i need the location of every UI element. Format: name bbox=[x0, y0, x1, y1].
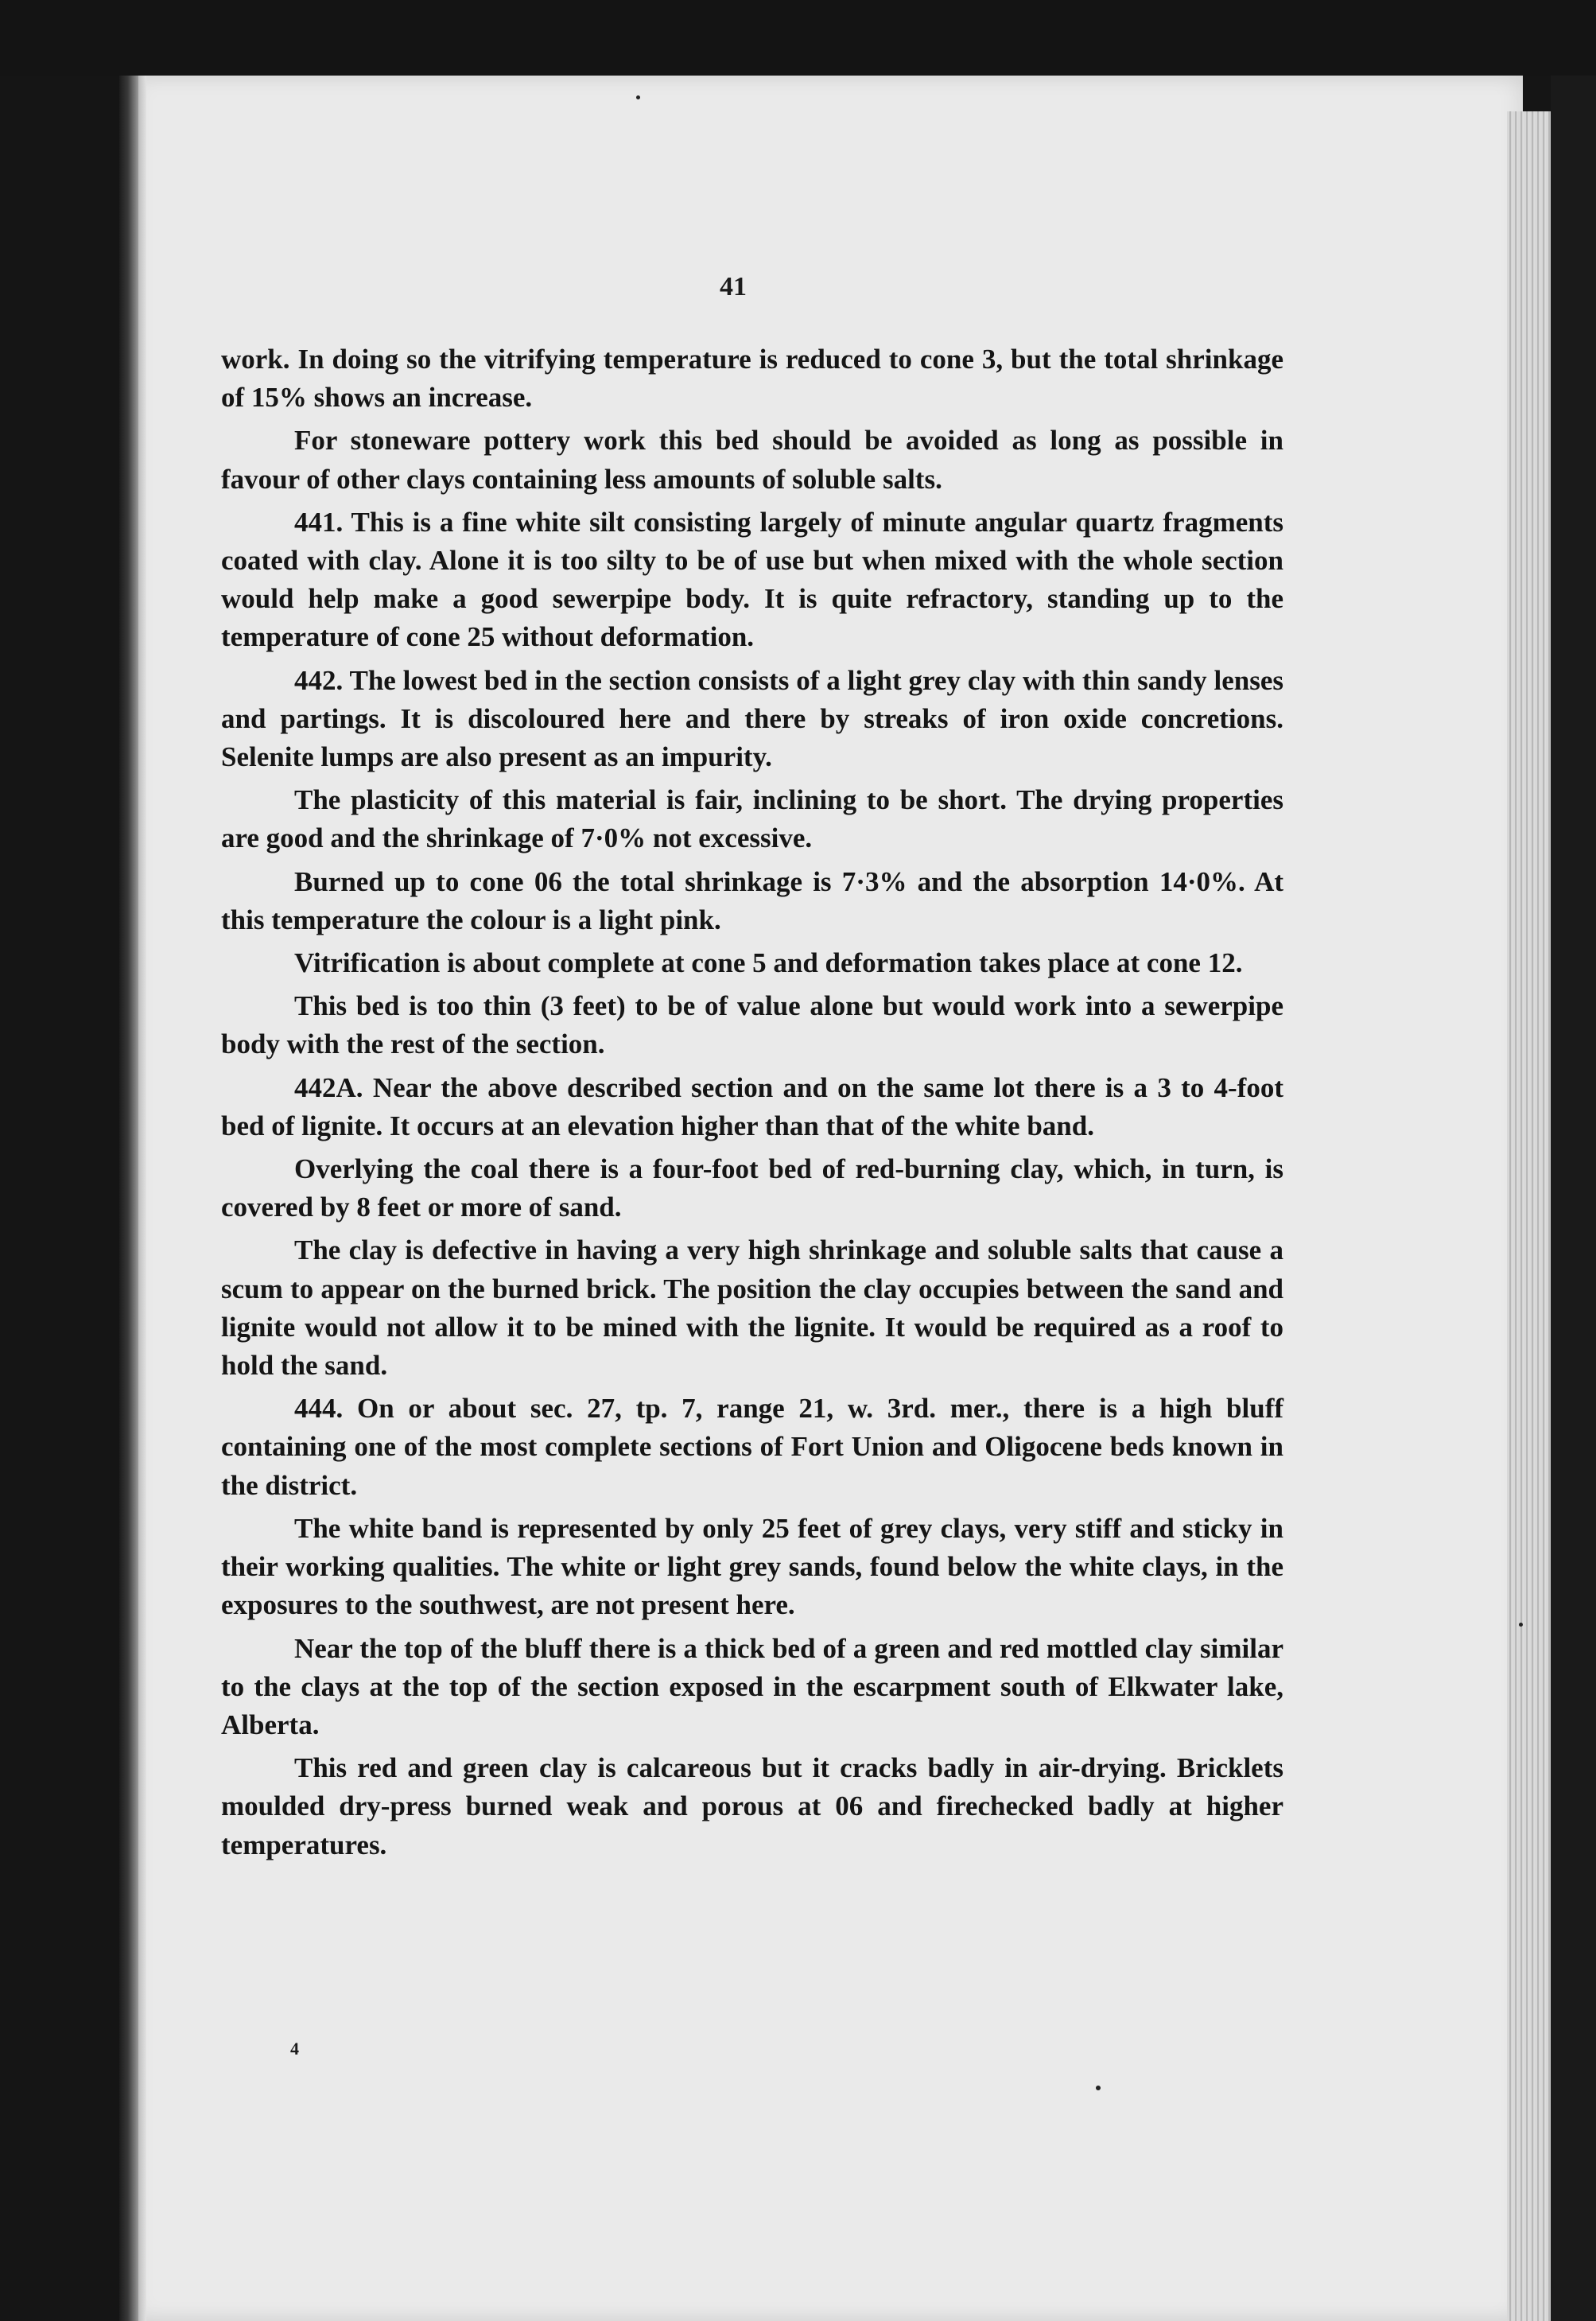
paragraph: 444. On or about sec. 27, tp. 7, range 21, w. 3rd. mer., there is a high bluff containing one of the most complete sections of Fort Union and Oligocene beds known in the district. bbox=[221, 1393, 1284, 1501]
paragraph: The plasticity of this material is fair, inclining to be short. The drying properties are good and the shrinkage of 7·0% not excessive. bbox=[221, 784, 1283, 854]
binding-edge bbox=[138, 76, 146, 2321]
page-number: 41 bbox=[720, 272, 747, 301]
paragraph: work. In doing so the vitrifying temperature is reduced to cone 3, but the total shrinkage of 15% shows an increase. bbox=[221, 344, 1283, 414]
paragraph: Vitrification is about complete at cone 5 and deformation takes place at cone 12. bbox=[294, 947, 1243, 979]
scan-speck bbox=[636, 95, 640, 99]
book-binding bbox=[119, 76, 138, 2321]
paragraph: This red and green clay is calcareous but it cracks badly in air-drying. Bricklets moulded dry-press burned weak and porous at 06 and firechecked badly at higher temperatures. bbox=[221, 1752, 1283, 1860]
paragraph: 442. The lowest bed in the section consists of a light grey clay with thin sandy lenses and partings. It is discoloured here and there by streaks of iron oxide concretions. Selenite lumps are also present as an impurity. bbox=[221, 664, 1283, 773]
page-edges bbox=[1507, 111, 1551, 2321]
paragraph: 441. This is a fine white silt consisting largely of minute angular quartz fragments coated with clay. Alone it is too silty to be of use but when mixed with the whole section would help make a good sewerpipe body. It is quite refractory, standing up to the temperature of cone 25 without deformation. bbox=[221, 506, 1283, 653]
signature-mark: 4 bbox=[290, 2039, 299, 2059]
section-number: 442A. bbox=[294, 1071, 363, 1103]
section-number: 441. bbox=[294, 506, 344, 538]
section-number: 442. bbox=[294, 664, 344, 696]
paragraph: The white band is represented by only 25 feet of grey clays, very stiff and sticky in their working qualities. The white or light grey sands, found below the white clays, in the exposures to the southwest, are not present here. bbox=[221, 1512, 1283, 1621]
paragraph: Burned up to cone 06 the total shrinkage is 7·3% and the absorption 14·0%. At this temperature the colour is a light pink. bbox=[221, 865, 1283, 935]
section-number: 444. bbox=[294, 1393, 344, 1425]
scan-border-right bbox=[1551, 76, 1596, 2321]
scan-speck bbox=[1519, 1623, 1523, 1627]
scan-speck bbox=[1096, 2086, 1101, 2090]
paragraph: 442A. Near the above described section and on the same lot there is a 3 to 4-foot bed of lignite. It occurs at an elevation higher than that of the white band. bbox=[221, 1071, 1283, 1141]
paragraph: Overlying the coal there is a four-foot bed of red-burning clay, which, in turn, is covered by 8 feet or more of sand. bbox=[221, 1153, 1283, 1223]
body-text bbox=[221, 340, 1283, 1869]
scan-background bbox=[0, 0, 1596, 76]
paragraph: For stoneware pottery work this bed should be avoided as long as possible in favour of other clays containing less amounts of soluble salts. bbox=[221, 425, 1283, 495]
paragraph: The clay is defective in having a very high shrinkage and soluble salts that cause a scum to appear on the burned brick. The position the clay occupies between the sand and lignite would not allow it to be mined with the lignite. It would be required as a roof to hold the sand. bbox=[221, 1234, 1283, 1382]
paragraph: This bed is too thin (3 feet) to be of value alone but would work into a sewerpipe body with the rest of the section. bbox=[221, 990, 1283, 1060]
paragraph: Near the top of the bluff there is a thick bed of a green and red mottled clay similar to the clays at the top of the section exposed in the escarpment south of Elkwater lake, Alberta. bbox=[221, 1632, 1283, 1740]
